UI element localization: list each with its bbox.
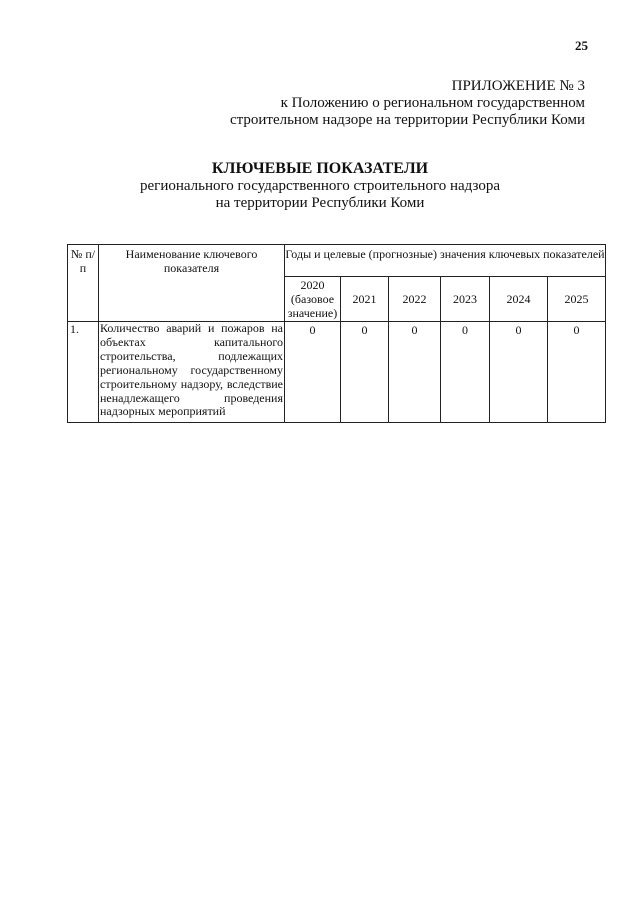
appendix-line-2: строительном надзоре на территории Республики Коми [229, 112, 585, 128]
row-value: 0 [285, 322, 341, 423]
header-number: № п/п [68, 245, 99, 322]
document-heading [0, 159, 640, 212]
row-value: 0 [490, 322, 548, 423]
document-subtitle-2: на территории Республики Коми [215, 195, 425, 211]
table-row [68, 322, 606, 423]
header-years-group: Годы и целевые (прогнозные) значения ключевых показателей [285, 245, 606, 277]
header-year: 2024 [490, 277, 548, 322]
document-title: КЛЮЧЕВЫЕ ПОКАЗАТЕЛИ [211, 160, 429, 177]
document-subtitle-1: регионального государственного строительного надзора [140, 178, 500, 194]
appendix-line-1: к Положению о региональном государственном [280, 95, 585, 111]
row-value: 0 [548, 322, 606, 423]
header-year: 2021 [341, 277, 389, 322]
header-indicator-name: Наименование ключевого показателя [99, 245, 285, 322]
header-year: 2025 [548, 277, 606, 322]
row-value: 0 [341, 322, 389, 423]
row-number: 1. [68, 322, 99, 423]
header-year: 2023 [441, 277, 490, 322]
row-indicator-name: Количество аварий и пожаров на объектах капитального строительства, подлежащих региональному государственному строительному надзору, вследствие ненадлежащего проведения надзорных мероприятий [99, 322, 285, 423]
row-value: 0 [389, 322, 441, 423]
key-indicators-table [67, 244, 606, 423]
page-number: 25 [575, 38, 588, 53]
appendix-header [230, 78, 585, 129]
row-value: 0 [441, 322, 490, 423]
header-year: 2022 [389, 277, 441, 322]
header-year: 2020 (базовое значение) [285, 277, 341, 322]
appendix-title: ПРИЛОЖЕНИЕ № 3 [451, 78, 585, 94]
